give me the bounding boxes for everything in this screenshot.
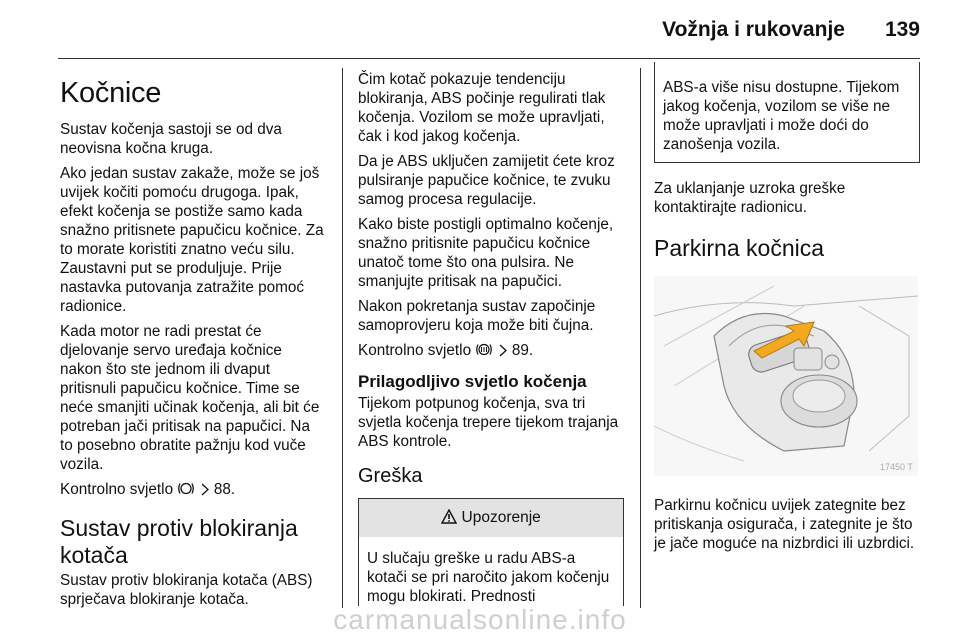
paragraph: Za uklanjanje uzroka greške kontaktirajte radionicu. xyxy=(654,180,846,216)
paragraph: Kada motor ne radi prestat će djelovanje servo uređaja kočnice nakon što ste jednom ili dvaput pritisnuli papučicu kočnice. Time se neće smanjiti učinak kočenja, ali bit će potreban jači pritisak na papučici. Na to posebno obratite pažnju kod vuče vozila. xyxy=(60,323,320,473)
heading-fault: Greška xyxy=(358,465,423,487)
page-number: 139 xyxy=(884,18,920,41)
heading-adaptive-brake-light: Prilagodljivo svjetlo kočenja xyxy=(358,372,587,391)
paragraph: Nakon pokretanja sustav započinje samoprovjeru koja može biti čujna. xyxy=(358,298,596,334)
header-rule xyxy=(58,58,920,59)
column-divider-2 xyxy=(640,68,641,608)
paragraph: Kako biste postigli optimalno kočenje, snažno pritisnite papučicu kočnice unatoč tome što ona pulsira. Ne smanjujte pritisak na papučici. xyxy=(358,216,614,290)
column-1 xyxy=(60,70,326,615)
paragraph: Ako jedan sustav zakaže, može se još uvijek kočiti pomoću drugoga. Ipak, efekt kočenja se postiže samo kada snažno pritisnete papučicu kočnice. Za to morate koristiti znatno veću silu. Zaustavni put se produljuje. Prije nastavka putovanja zatražite pomoć radionice. xyxy=(60,165,324,315)
watermark: carmanualsonline.info xyxy=(333,604,627,635)
heading-abs: Sustav protiv blokiranja kotača xyxy=(60,515,298,568)
paragraph: Da je ABS uključen zamijetit ćete kroz pulsiranje papučice kočnice, te zvuku samog procesa regulacije. xyxy=(358,153,615,208)
paragraph: Sustav protiv blokiranja kotača (ABS) sprječava blokiranje kotača. xyxy=(60,572,313,608)
figure-code: 17450 T xyxy=(880,462,913,472)
warning-box-continued xyxy=(654,62,920,163)
control-light-page: 88. xyxy=(213,481,236,498)
page-reference-arrow-icon xyxy=(200,482,210,501)
control-light-ref xyxy=(358,341,624,362)
column-divider-1 xyxy=(342,68,343,608)
parking-brake-drawing xyxy=(654,276,918,476)
page-header xyxy=(662,18,920,42)
abs-warning-icon xyxy=(475,342,493,362)
column-2 xyxy=(358,70,624,606)
control-light-label: Kontrolno svjetlo xyxy=(358,342,472,359)
control-light-ref xyxy=(60,480,326,501)
header-section-title: Vožnja i rukovanje xyxy=(662,18,845,41)
paragraph: Parkirnu kočnicu uvijek zategnite bez pritiskanja osigurača, i zategnite je što je jače moguće na nizbrdici ili uzbrdici. xyxy=(654,497,915,552)
warning-box-header xyxy=(358,498,624,537)
page-reference-arrow-icon xyxy=(498,343,508,362)
warning-text-continued: ABS-a više nisu dostupne. Tijekom jakog kočenja, vozilom se više ne može upravljati i može doći do zanošenja vozila. xyxy=(663,79,900,153)
warning-box-body xyxy=(358,537,624,606)
brake-warning-icon xyxy=(177,481,195,501)
heading-parking-brake: Parkirna kočnica xyxy=(654,235,825,261)
control-light-label: Kontrolno svjetlo xyxy=(60,481,174,498)
warning-triangle-icon xyxy=(441,501,457,539)
parking-brake-illustration xyxy=(654,276,918,476)
control-light-page: 89. xyxy=(511,342,534,359)
paragraph: Sustav kočenja sastoji se od dva neovisna kočna kruga. xyxy=(60,121,282,157)
paragraph: Čim kotač pokazuje tendenciju blokiranja, ABS počinje regulirati tlak kočenja. Vozilom se može upravljati, čak i kod jakog kočenja. xyxy=(358,71,606,145)
heading-kocnice: Kočnice xyxy=(60,77,162,109)
paragraph: Tijekom potpunog kočenja, sva tri svjetla kočenja trepere tijekom trajanja ABS kontrole. xyxy=(358,395,619,450)
column-3 xyxy=(654,62,920,559)
warning-label: Upozorenje xyxy=(461,509,541,526)
warning-text: U slučaju greške u radu ABS-a kotači se pri naročito jakom kočenju mogu blokirati. Prednosti xyxy=(367,550,610,605)
